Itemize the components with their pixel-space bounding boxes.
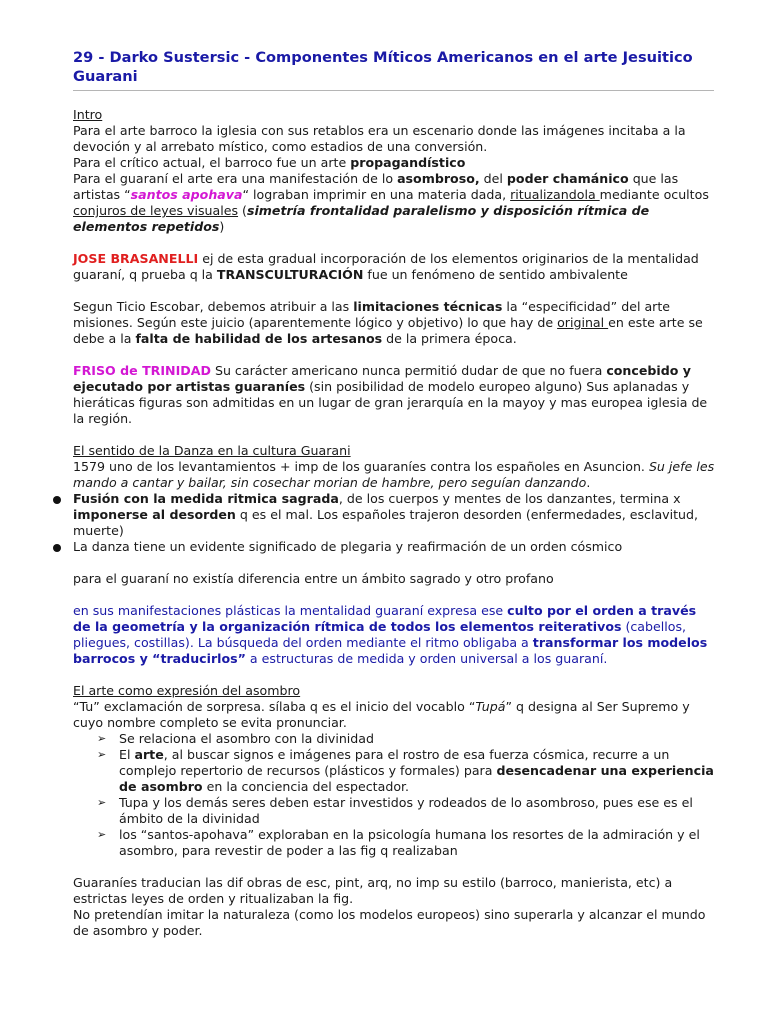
escobar-paragraph: Segun Ticio Escobar, debemos atribuir a las limitaciones técnicas la “especificidad” del arte misiones. Según este juicio (aparentemente lógico y objetivo) lo que hay de original en este arte se debe a la falta de habilidad de los artesanos de la primera época. [73,299,703,346]
plasticas-paragraph: en sus manifestaciones plásticas la mentalidad guaraní expresa ese culto por el orden a través de la geometría y la organización rítmica de todos los elementos reiterativos (cabellos, pliegues, costillas). La búsqueda del orden mediante el ritmo obligaba a transformar los modelos barrocos y “traducirlos” a estructuras de medida y orden universal a los guaraní. [73,603,708,666]
hand-arrow-icon: ➢ [97,732,107,745]
closing-paragraph-1: Guaraníes traducian las dif obras de esc, pint, arq, no imp su estilo (barroco, manierista, etc) a estrictas leyes de orden y ritualizaban la fig. [73,875,673,906]
list-item: ➢ Tupa y los demás seres deben estar investidos y rodeados de lo asombroso, pues ese es el ámbito de la divinidad [97,795,693,826]
hand-arrow-icon: ➢ [97,796,107,809]
list-item: ➢ los “santos-apohava” exploraban en la psicología humana los resortes de la admiración y el asombro, para revestir de poder a las fig q realizaban [97,827,700,858]
hand-arrow-icon: ➢ [97,828,107,841]
bullet-dot-icon [53,544,61,552]
closing-paragraph-2: No pretendían imitar la naturaleza (como los modelos europeos) sino superarla y alcanzar el mundo de asombro y poder. [73,907,706,938]
intro-heading: Intro [73,107,103,122]
bullet-dot-icon [53,496,61,504]
asombro-list [73,731,716,859]
danza-bullet-1: Fusión con la medida ritmica sagrada, de los cuerpos y mentes de los danzantes, termina x imponerse al desorden q es el mal. Los españoles trajeron desorden (enfermedades, esclavitud, muerte) [73,491,716,539]
danza-paragraph-2: para el guaraní no existía diferencia entre un ámbito sagrado y otro profano [73,571,554,586]
danza-paragraph-1: 1579 uno de los levantamientos + imp de los guaraníes contra los españoles en Asuncion. Su jefe les mando a cantar y bailar, sin cosechar morian de hambre, pero seguían danzando. [73,459,715,490]
hand-arrow-icon: ➢ [97,748,107,761]
document-title: 29 - Darko Sustersic - Componentes Míticos Americanos en el arte Jesuitico Guarani [73,48,714,91]
intro-paragraph-3: Para el guaraní el arte era una manifestación de lo asombroso, del poder chamánico que las artistas “santos apohava“ lograban imprimir en una materia dada, ritualizandola mediante ocultos conjuros de leyes visuales (simetría frontalidad paralelismo y disposición rítmica de elementos repetidos) [73,171,709,234]
friso-paragraph: FRISO de TRINIDAD Su carácter americano nunca permitió dudar de que no fuera concebido y ejecutado por artistas guaraníes (sin posibilidad de modelo europeo alguno) Sus aplanadas y hieráticas figuras son admitidas en un lugar de gran jerarquía en la mayoy y mas europea iglesia de la región. [73,363,708,426]
asombro-paragraph-1: “Tu” exclamación de sorpresa. sílaba q es el inicio del vocablo “Tupá” q designa al Ser Supremo y cuyo nombre completo se evita pronunciar. [73,699,690,730]
list-item: ➢ Se relaciona el asombro con la divinidad [97,731,375,746]
danza-heading: El sentido de la Danza en la cultura Guarani [73,443,351,458]
brasanelli-paragraph: JOSE BRASANELLI ej de esta gradual incorporación de los elementos originarios de la mentalidad guaraní, q prueba q la TRANSCULTURACIÓN fue un fenómeno de sentido ambivalente [73,251,699,282]
intro-paragraph-2: Para el crítico actual, el barroco fue un arte propagandístico [73,155,466,170]
danza-bullet-2: La danza tiene un evidente significado de plegaria y reafirmación de un orden cósmico [73,539,716,555]
intro-paragraph-1: Para el arte barroco la iglesia con sus retablos era un escenario donde las imágenes incitaba a la devoción y al arrebato místico, como estadios de una conversión. [73,123,686,154]
asombro-heading: El arte como expresión del asombro [73,683,301,698]
list-item: ➢ El arte, al buscar signos e imágenes para el rostro de esa fuerza cósmica, recurre a un complejo repertorio de recursos (plásticos y formales) para desencadenar una experiencia de asombro en la conciencia del espectador. [97,747,714,794]
